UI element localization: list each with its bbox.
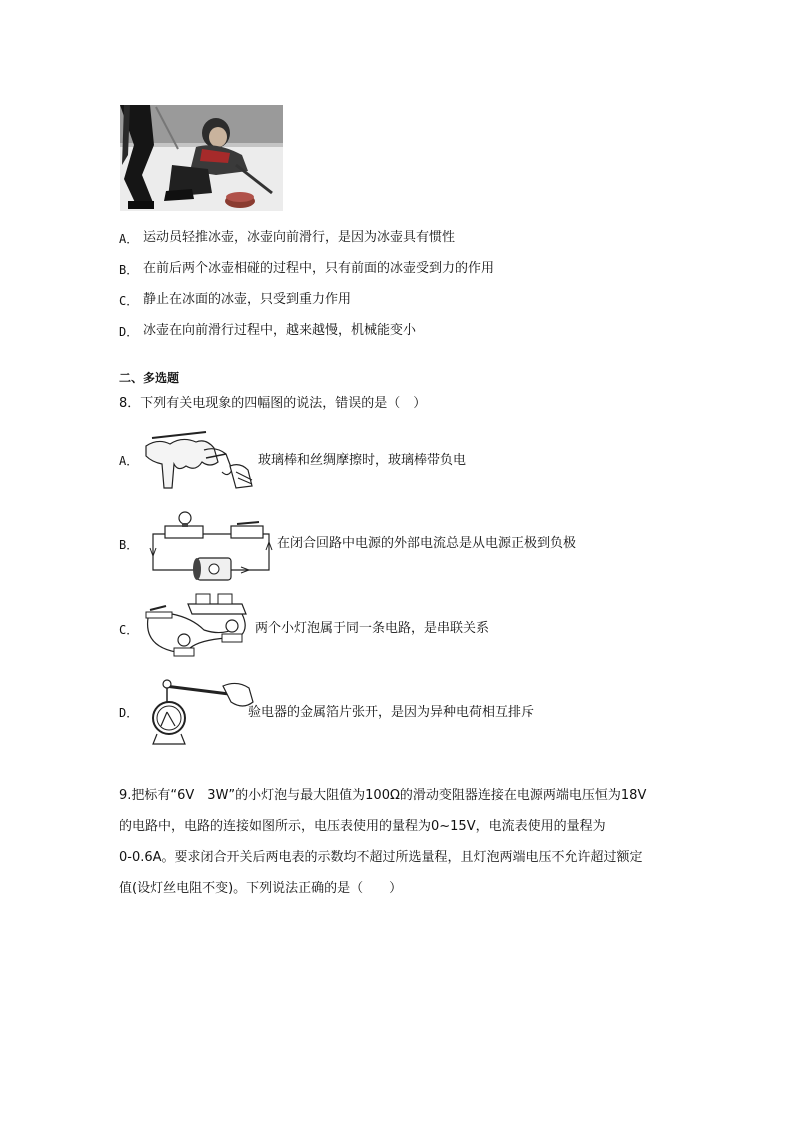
q9-line-1: 9.把标有“6V 3W”的小灯泡与最大阻值为100Ω的滑动变阻器连接在电源两端电压恒为18V (119, 788, 647, 803)
section-heading: 二、多选题 (119, 371, 180, 385)
electroscope-figure (145, 672, 257, 748)
q8-option-a-letter: A． (119, 454, 139, 468)
q8-option-c-text: 两个小灯泡属于同一条电路，是串联关系 (255, 621, 490, 636)
curling-photo (120, 105, 283, 211)
q8-option-a-text: 玻璃棒和丝绸摩擦时，玻璃棒带负电 (258, 453, 467, 468)
q8-option-c-letter: C． (119, 623, 139, 637)
q7-option-b-letter: B． (119, 263, 139, 277)
q7-option-d-letter: D． (119, 325, 139, 339)
q8-stem: 8．下列有关电现象的四幅图的说法，错误的是（ ） (119, 396, 427, 411)
q9-line-4: 值(设灯丝电阻不变)。下列说法正确的是（ ） (119, 881, 403, 896)
q7-option-c-letter: C． (119, 294, 139, 308)
q8-option-b-letter: B． (119, 538, 139, 552)
q7-option-a-letter: A． (119, 232, 139, 246)
q8-option-d-letter: D． (119, 706, 139, 720)
q9-line-2: 的电路中，电路的连接如图所示，电压表使用的量程为0~15V，电流表使用的量程为 (119, 819, 606, 834)
q7-option-c-text: 静止在冰面的冰壶，只受到重力作用 (143, 292, 352, 307)
circuit-current-direction-figure (145, 508, 275, 583)
q8-option-b-text: 在闭合回路中电源的外部电流总是从电源正极到负极 (277, 536, 577, 551)
q7-option-d-text: 冰壶在向前滑行过程中，越来越慢，机械能变小 (143, 323, 417, 338)
q8-option-d-text: 验电器的金属箔片张开，是因为异种电荷相互排斥 (248, 705, 535, 720)
q7-option-a-text: 运动员轻推冰壶，冰壶向前滑行，是因为冰壶具有惯性 (143, 230, 456, 245)
glass-rod-silk-figure (144, 428, 256, 490)
q7-option-b-text: 在前后两个冰壶相碰的过程中，只有前面的冰壶受到力的作用 (143, 261, 495, 276)
two-bulbs-circuit-figure (142, 590, 254, 666)
q9-line-3: 0-0.6A。要求闭合开关后两电表的示数均不超过所选量程，且灯泡两端电压不允许超过额定 (119, 850, 643, 865)
